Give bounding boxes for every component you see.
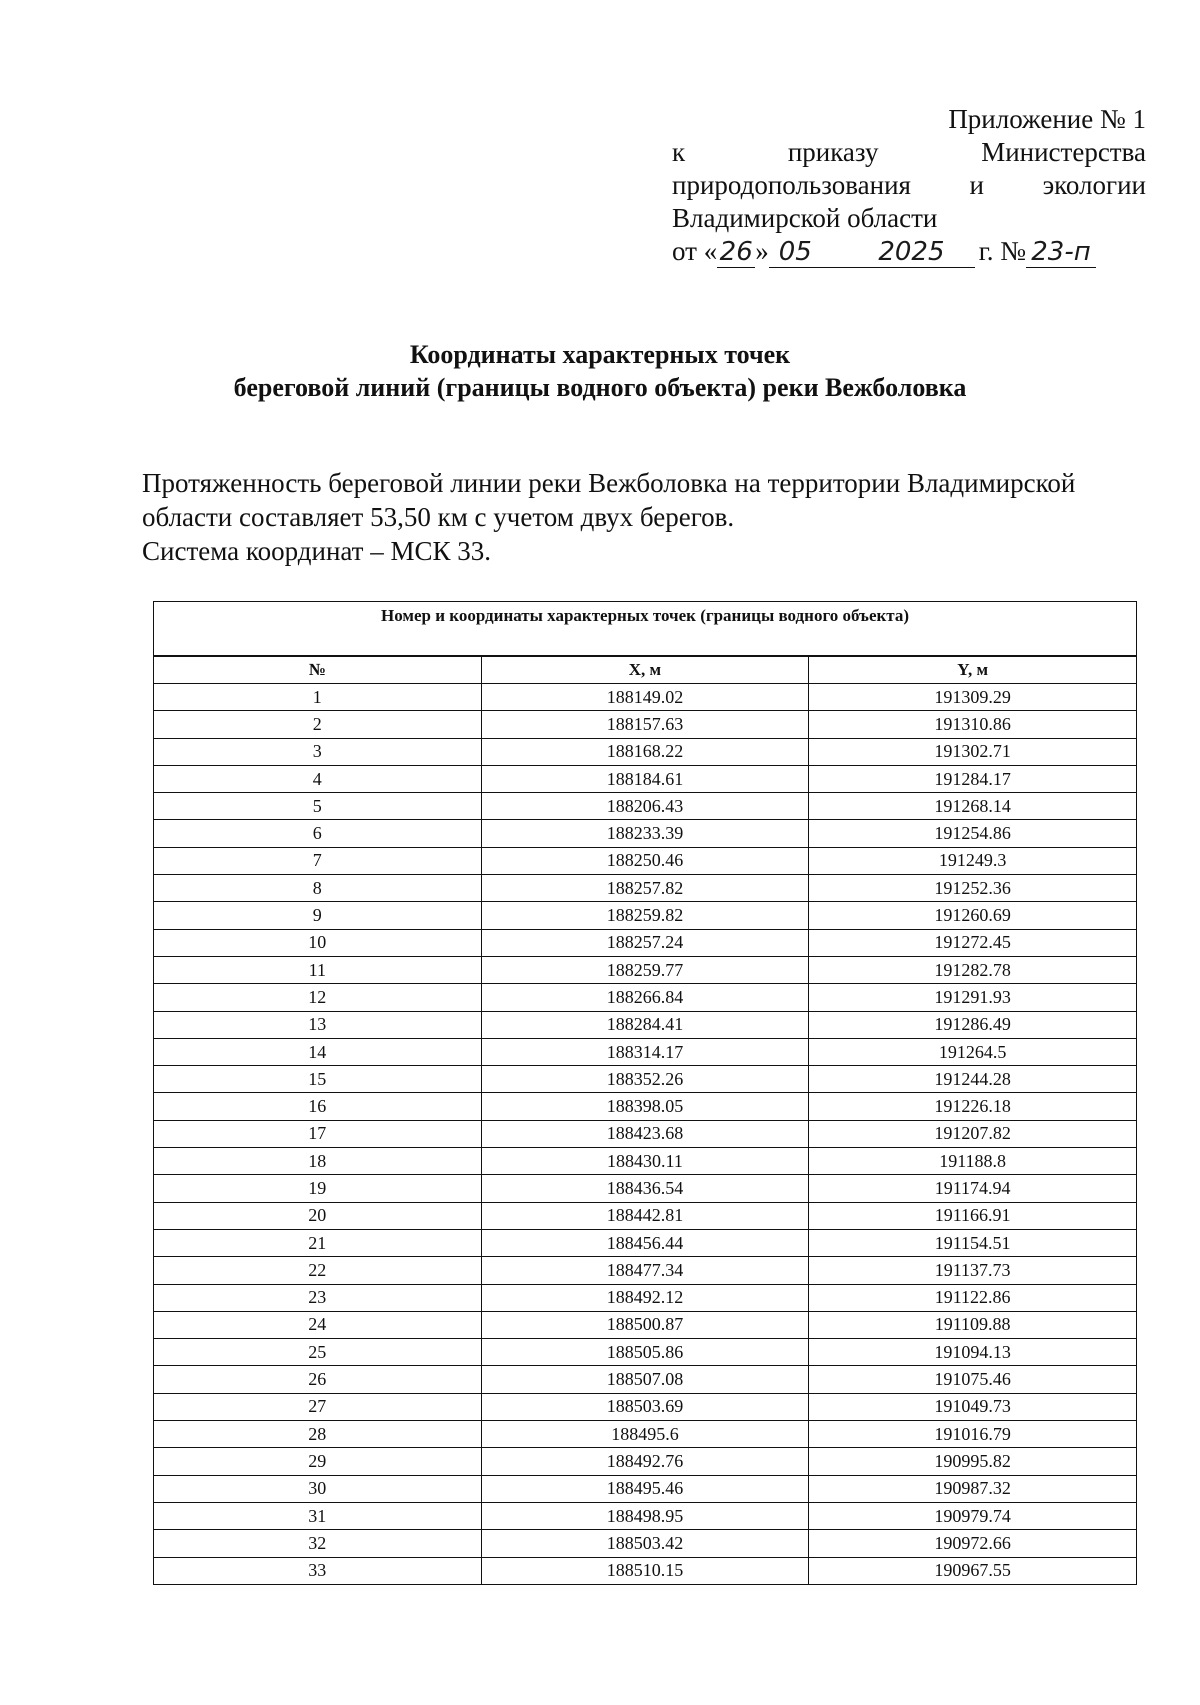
y-coordinate-cell: 191207.82 (809, 1120, 1137, 1147)
x-coordinate-cell: 188492.76 (481, 1448, 809, 1475)
date-month: 05 (778, 237, 812, 267)
date-prefix: от « (672, 236, 718, 266)
intro-word: территории (767, 468, 901, 498)
intro-line-1 (142, 466, 1146, 500)
intro-line-3: Система координат – МСК 33. (142, 536, 491, 566)
point-number-cell: 9 (154, 902, 482, 929)
point-number-cell: 27 (154, 1393, 482, 1420)
table-row (154, 1011, 1137, 1038)
y-coordinate-cell: 191244.28 (809, 1066, 1137, 1093)
point-number-cell: 15 (154, 1066, 482, 1093)
x-coordinate-cell: 188498.95 (481, 1502, 809, 1529)
point-number-cell: 6 (154, 820, 482, 847)
table-row (154, 1393, 1137, 1420)
y-coordinate-cell: 191122.86 (809, 1284, 1137, 1311)
point-number-cell: 20 (154, 1202, 482, 1229)
x-coordinate-cell: 188442.81 (481, 1202, 809, 1229)
x-coordinate-cell: 188492.12 (481, 1284, 809, 1311)
x-coordinate-cell: 188206.43 (481, 793, 809, 820)
point-number-cell: 7 (154, 847, 482, 874)
table-row (154, 875, 1137, 902)
y-coordinate-cell: 191154.51 (809, 1229, 1137, 1256)
point-number-cell: 22 (154, 1257, 482, 1284)
point-number-cell: 28 (154, 1421, 482, 1448)
table-row (154, 711, 1137, 738)
x-coordinate-cell: 188314.17 (481, 1038, 809, 1065)
table-row (154, 1557, 1137, 1584)
appendix-word: и (969, 170, 984, 200)
table-caption-row (154, 602, 1137, 657)
point-number-cell: 14 (154, 1038, 482, 1065)
intro-word: Протяженность (142, 468, 322, 498)
point-number-cell: 17 (154, 1120, 482, 1147)
table-row (154, 984, 1137, 1011)
table-row (154, 1257, 1137, 1284)
point-number-cell: 30 (154, 1475, 482, 1502)
y-coordinate-cell: 190979.74 (809, 1502, 1137, 1529)
appendix-header (672, 103, 1146, 268)
table-row (154, 1148, 1137, 1175)
x-coordinate-cell: 188259.77 (481, 956, 809, 983)
intro-word: Владимирской (906, 468, 1076, 498)
intro-paragraph (142, 466, 1146, 568)
y-coordinate-cell: 191226.18 (809, 1093, 1137, 1120)
table-row (154, 1175, 1137, 1202)
table-row (154, 1366, 1137, 1393)
header-number: № (154, 656, 482, 684)
x-coordinate-cell: 188456.44 (481, 1229, 809, 1256)
point-number-cell: 29 (154, 1448, 482, 1475)
table-row (154, 1120, 1137, 1147)
x-coordinate-cell: 188505.86 (481, 1339, 809, 1366)
x-coordinate-cell: 188157.63 (481, 711, 809, 738)
date-mid: » (755, 236, 769, 266)
y-coordinate-cell: 191260.69 (809, 902, 1137, 929)
order-number-prefix: г. № (978, 236, 1026, 266)
x-coordinate-cell: 188284.41 (481, 1011, 809, 1038)
point-number-cell: 16 (154, 1093, 482, 1120)
intro-word: на (734, 468, 761, 498)
table-row (154, 1502, 1137, 1529)
table-row (154, 1229, 1137, 1256)
table-row (154, 929, 1137, 956)
y-coordinate-cell: 191109.88 (809, 1311, 1137, 1338)
y-coordinate-cell: 190972.66 (809, 1530, 1137, 1557)
point-number-cell: 4 (154, 765, 482, 792)
y-coordinate-cell: 191310.86 (809, 711, 1137, 738)
table-row (154, 1475, 1137, 1502)
y-coordinate-cell: 191291.93 (809, 984, 1137, 1011)
table-row (154, 1066, 1137, 1093)
appendix-word: приказу (787, 137, 879, 167)
table-row (154, 1202, 1137, 1229)
table-row (154, 738, 1137, 765)
point-number-cell: 5 (154, 793, 482, 820)
y-coordinate-cell: 191268.14 (809, 793, 1137, 820)
x-coordinate-cell: 188257.24 (481, 929, 809, 956)
point-number-cell: 12 (154, 984, 482, 1011)
x-coordinate-cell: 188510.15 (481, 1557, 809, 1584)
x-coordinate-cell: 188430.11 (481, 1148, 809, 1175)
table-row (154, 1421, 1137, 1448)
x-coordinate-cell: 188477.34 (481, 1257, 809, 1284)
table-row (154, 1093, 1137, 1120)
point-number-cell: 21 (154, 1229, 482, 1256)
table-row (154, 902, 1137, 929)
header-y: Y, м (809, 656, 1137, 684)
x-coordinate-cell: 188266.84 (481, 984, 809, 1011)
x-coordinate-cell: 188507.08 (481, 1366, 809, 1393)
appendix-word: экологии (1042, 170, 1146, 200)
x-coordinate-cell: 188495.46 (481, 1475, 809, 1502)
point-number-cell: 31 (154, 1502, 482, 1529)
appendix-ministry-line (672, 169, 1146, 202)
table-row (154, 1530, 1137, 1557)
table-row (154, 1311, 1137, 1338)
x-coordinate-cell: 188503.69 (481, 1393, 809, 1420)
y-coordinate-cell: 191282.78 (809, 956, 1137, 983)
y-coordinate-cell: 191016.79 (809, 1421, 1137, 1448)
table-caption: Номер и координаты характерных точек (границы водного объекта) (154, 602, 1137, 657)
x-coordinate-cell: 188503.42 (481, 1530, 809, 1557)
table-header-row (154, 656, 1137, 684)
point-number-cell: 18 (154, 1148, 482, 1175)
title-line-2: береговой линий (границы водного объекта) реки Вежболовка (233, 373, 967, 402)
y-coordinate-cell: 190995.82 (809, 1448, 1137, 1475)
y-coordinate-cell: 191309.29 (809, 684, 1137, 711)
point-number-cell: 19 (154, 1175, 482, 1202)
y-coordinate-cell: 191174.94 (809, 1175, 1137, 1202)
y-coordinate-cell: 191137.73 (809, 1257, 1137, 1284)
y-coordinate-cell: 191284.17 (809, 765, 1137, 792)
appendix-title: Приложение № 1 (948, 104, 1146, 134)
intro-word: Вежболовка (588, 468, 728, 498)
intro-word: реки (528, 468, 582, 498)
x-coordinate-cell: 188398.05 (481, 1093, 809, 1120)
point-number-cell: 33 (154, 1557, 482, 1584)
y-coordinate-cell: 191094.13 (809, 1339, 1137, 1366)
point-number-cell: 26 (154, 1366, 482, 1393)
point-number-cell: 2 (154, 711, 482, 738)
point-number-cell: 3 (154, 738, 482, 765)
point-number-cell: 25 (154, 1339, 482, 1366)
coordinates-table (153, 601, 1137, 1585)
y-coordinate-cell: 190967.55 (809, 1557, 1137, 1584)
title-line-1: Координаты характерных точек (409, 340, 791, 369)
y-coordinate-cell: 191049.73 (809, 1393, 1137, 1420)
y-coordinate-cell: 191254.86 (809, 820, 1137, 847)
y-coordinate-cell: 191302.71 (809, 738, 1137, 765)
appendix-region-line: Владимирской области (672, 203, 938, 233)
x-coordinate-cell: 188500.87 (481, 1311, 809, 1338)
date-year: 2025 (878, 237, 945, 267)
table-row (154, 1339, 1137, 1366)
y-coordinate-cell: 191249.3 (809, 847, 1137, 874)
intro-word: линии (450, 468, 522, 498)
y-coordinate-cell: 191252.36 (809, 875, 1137, 902)
y-coordinate-cell: 190987.32 (809, 1475, 1137, 1502)
point-number-cell: 32 (154, 1530, 482, 1557)
point-number-cell: 13 (154, 1011, 482, 1038)
intro-line-2: области составляет 53,50 км с учетом двух берегов. (142, 502, 735, 532)
x-coordinate-cell: 188352.26 (481, 1066, 809, 1093)
table-row (154, 1448, 1137, 1475)
header-x: X, м (481, 656, 809, 684)
y-coordinate-cell: 191272.45 (809, 929, 1137, 956)
date-month-year (769, 237, 975, 268)
point-number-cell: 1 (154, 684, 482, 711)
x-coordinate-cell: 188250.46 (481, 847, 809, 874)
x-coordinate-cell: 188259.82 (481, 902, 809, 929)
document-title (0, 338, 1200, 404)
y-coordinate-cell: 191166.91 (809, 1202, 1137, 1229)
appendix-word: к (672, 137, 686, 167)
y-coordinate-cell: 191264.5 (809, 1038, 1137, 1065)
table-row (154, 793, 1137, 820)
table-row (154, 684, 1137, 711)
appendix-word: природопользования (672, 170, 911, 200)
x-coordinate-cell: 188436.54 (481, 1175, 809, 1202)
appendix-date-line (672, 235, 1146, 268)
point-number-cell: 10 (154, 929, 482, 956)
y-coordinate-cell: 191188.8 (809, 1148, 1137, 1175)
table-row (154, 847, 1137, 874)
table-row (154, 1038, 1137, 1065)
table-row (154, 956, 1137, 983)
point-number-cell: 8 (154, 875, 482, 902)
x-coordinate-cell: 188233.39 (481, 820, 809, 847)
x-coordinate-cell: 188149.02 (481, 684, 809, 711)
x-coordinate-cell: 188257.82 (481, 875, 809, 902)
point-number-cell: 24 (154, 1311, 482, 1338)
x-coordinate-cell: 188495.6 (481, 1421, 809, 1448)
intro-word: береговой (328, 468, 444, 498)
x-coordinate-cell: 188168.22 (481, 738, 809, 765)
appendix-word: Министерства (981, 137, 1146, 167)
x-coordinate-cell: 188423.68 (481, 1120, 809, 1147)
table-row (154, 820, 1137, 847)
date-day: 26 (717, 237, 755, 268)
table-row (154, 1284, 1137, 1311)
point-number-cell: 23 (154, 1284, 482, 1311)
y-coordinate-cell: 191286.49 (809, 1011, 1137, 1038)
order-number: 23-п (1026, 237, 1096, 268)
y-coordinate-cell: 191075.46 (809, 1366, 1137, 1393)
x-coordinate-cell: 188184.61 (481, 765, 809, 792)
point-number-cell: 11 (154, 956, 482, 983)
table-row (154, 765, 1137, 792)
appendix-order-line (672, 136, 1146, 169)
